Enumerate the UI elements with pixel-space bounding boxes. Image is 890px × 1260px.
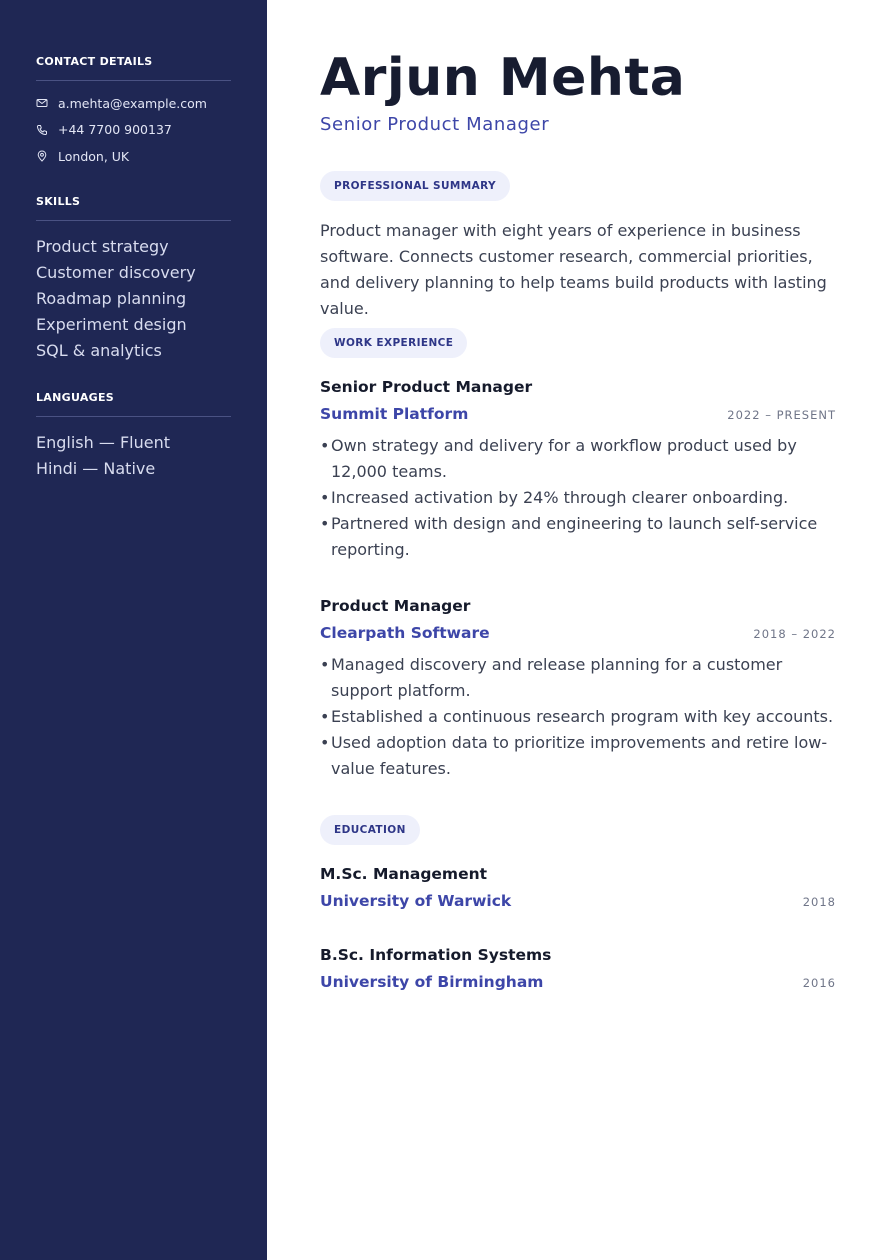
school: University of Birmingham — [320, 973, 544, 991]
job-title: Product Manager — [320, 597, 471, 615]
skill-item: Roadmap planning — [36, 289, 187, 308]
candidate-name: Arjun Mehta — [320, 48, 686, 108]
contact-section — [36, 55, 231, 170]
contact-location-text: London, UK — [58, 148, 130, 164]
skills-heading: SKILLS — [36, 195, 81, 208]
job-company: Clearpath Software — [320, 624, 490, 642]
job-bullet: • Established a continuous research program with key accounts. — [320, 704, 836, 730]
job-bullet: • Own strategy and delivery for a workflow product used by 12,000 teams. — [320, 433, 836, 485]
school: University of Warwick — [320, 892, 512, 910]
job-title: Senior Product Manager — [320, 378, 533, 396]
job-bullets — [320, 652, 836, 782]
degree: B.Sc. Information Systems — [320, 946, 552, 964]
contact-heading: CONTACT DETAILS — [36, 55, 153, 68]
contact-phone-text: +44 7700 900137 — [58, 122, 172, 138]
language-item: English — Fluent — [36, 433, 170, 452]
language-item: Hindi — Native — [36, 459, 156, 478]
contact-location — [36, 143, 231, 170]
skills-section — [36, 195, 231, 364]
degree: M.Sc. Management — [320, 865, 488, 883]
phone-icon — [36, 124, 48, 136]
job-dates: 2018 – 2022 — [753, 627, 836, 641]
skill-item: Experiment design — [36, 315, 187, 334]
candidate-role: Senior Product Manager — [320, 114, 550, 135]
mail-icon — [36, 97, 48, 109]
job-bullet: • Used adoption data to prioritize improvements and retire low-value features. — [320, 730, 836, 782]
skill-item: Customer discovery — [36, 263, 196, 282]
languages-section — [36, 391, 231, 482]
contact-phone[interactable] — [36, 117, 231, 144]
languages-heading: LANGUAGES — [36, 391, 115, 404]
skills-divider — [36, 220, 231, 221]
summary-heading: PROFESSIONAL SUMMARY — [320, 171, 510, 201]
contact-divider — [36, 80, 231, 81]
summary-text: Product manager with eight years of experience in business software. Connects customer research, commercial priorities, and delivery planning to help teams build products with lasting value. — [320, 221, 827, 318]
education-year: 2016 — [802, 976, 836, 990]
sidebar — [0, 0, 267, 1260]
education-year: 2018 — [802, 895, 836, 909]
job-bullet: • Managed discovery and release planning for a customer support platform. — [320, 652, 836, 704]
job-dates: 2022 – PRESENT — [727, 408, 836, 422]
languages-divider — [36, 416, 231, 417]
contact-email-text: a.mehta@example.com — [58, 95, 207, 111]
job-company: Summit Platform — [320, 405, 469, 423]
job-bullets — [320, 433, 836, 563]
skill-item: SQL & analytics — [36, 341, 162, 360]
job-bullet: • Partnered with design and engineering to launch self-service reporting. — [320, 511, 836, 563]
education-heading: EDUCATION — [320, 815, 420, 845]
skill-item: Product strategy — [36, 237, 169, 256]
experience-heading: WORK EXPERIENCE — [320, 328, 467, 358]
location-pin-icon — [36, 150, 48, 162]
job-bullet: • Increased activation by 24% through clearer onboarding. — [320, 485, 836, 511]
contact-email[interactable] — [36, 90, 231, 117]
